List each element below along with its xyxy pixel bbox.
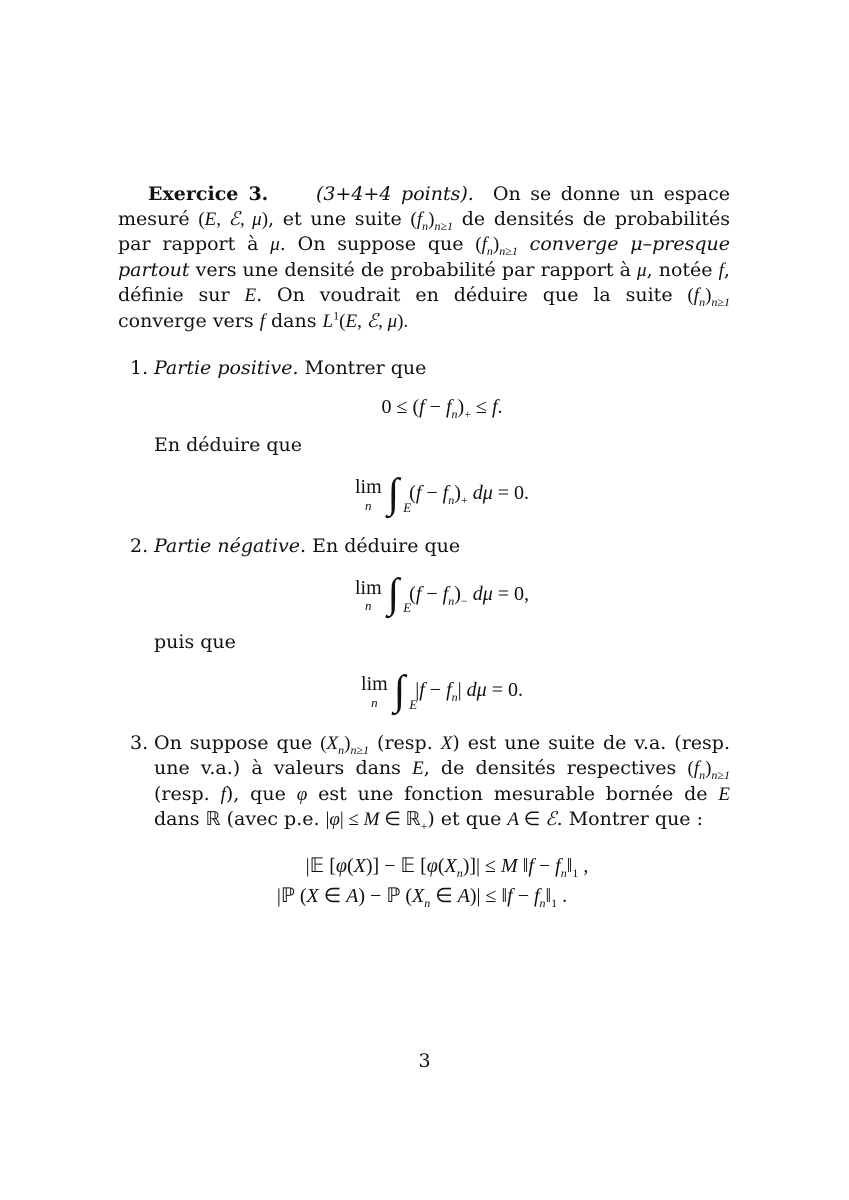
- question-text: (resp.: [154, 782, 210, 805]
- question-2: [118, 534, 730, 713]
- intro-emphasis: converge μ–presque partout: [118, 233, 731, 281]
- question-title: Partie négative.: [154, 534, 307, 557]
- question-text: . Montrer que :: [556, 808, 703, 830]
- question-list: [118, 356, 730, 911]
- intro-text: dans: [271, 309, 317, 332]
- question-text: Montrer que: [304, 357, 427, 379]
- question-text: dans: [154, 808, 200, 830]
- formula-positive-limit: lim n ∫ E $(f - f_n)_+$ dμ = 0.: [354, 470, 530, 517]
- question-text: ) est une suite de v.a. (resp. une v.a.) à valeurs dans: [154, 731, 730, 779]
- formula-probability-ineq: |ℙ (X ∈ A) − ℙ ($X_n$ ∈ A)| ≤ ‖f − $f_n‖_1$ .: [276, 884, 568, 910]
- question-text: On suppose que: [154, 731, 313, 754]
- question-text: En déduire que: [312, 534, 461, 557]
- intro-text: , définie sur: [118, 258, 730, 306]
- intro-text: de densités de probabilités par rapport à: [118, 207, 731, 255]
- question-text: est une fonction mesurable bornée de: [318, 782, 708, 805]
- exercise-heading: Exercice 3.: [148, 183, 269, 205]
- intro-text: , notée: [646, 258, 713, 281]
- page-number: 3: [418, 1050, 431, 1072]
- question-title: Partie positive.: [154, 357, 299, 379]
- intro-text: converge vers: [118, 309, 254, 332]
- formula-positive-bound: $0 \le (f - f_n)_+ \le f$.: [381, 395, 503, 421]
- question-text: ), que: [225, 782, 286, 805]
- intro-text: . On suppose que: [279, 233, 464, 255]
- question-1: [118, 356, 730, 516]
- question-number: 1.: [130, 357, 149, 379]
- exercise-block: [118, 182, 730, 929]
- intro-text: On se donne un espace mesuré: [118, 183, 731, 230]
- question-text: ) et que: [427, 808, 502, 830]
- formula-expectation-ineq: |𝔼 [φ(X)] − 𝔼 $[\varphi(X_n)]| \le M$ ‖f − $f_n‖_1$ ,: [305, 854, 589, 880]
- formula-negative-limit: lim n ∫ E $(f - f_n)_-$ dμ = 0,: [354, 571, 530, 617]
- question-text: (avec p.e.: [226, 808, 320, 830]
- question-text: (resp.: [377, 731, 433, 754]
- question-text: , de densités respectives: [423, 757, 677, 779]
- formula-inequalities: [154, 851, 730, 911]
- exercise-points: (3+4+4 points).: [316, 183, 474, 205]
- question-text: En déduire que: [154, 434, 303, 456]
- intro-text: vers une densité de probabilité par rapport à: [195, 258, 631, 281]
- question-3: 3. On suppose que $(X_n)_{n\ge 1}$ (resp. X) est une suite de v.a. (resp. une v.a.) à valeurs dans E, de densités respectives $(f_n)_{n\ge 1}$ (resp. f), que φ est une fonction mesurable bornée de E dans ℝ (avec p.e. |φ| ≤ M ∈ ℝ$_+$) et que A ∈ ℰ. Montrer que : |𝔼 [φ(X)] − 𝔼 $[\varphi(X_n)]| \le M$ ‖f − $f_n‖_1$ , |ℙ (X ∈ A) − ℙ ($X_n$ ∈ A)| ≤ ‖f − $f_n‖_1$ .: [130, 731, 731, 910]
- question-number: 2.: [130, 534, 149, 557]
- question-text: puis que: [154, 631, 236, 653]
- intro-text: . On voudrait en déduire que la suite: [256, 284, 673, 306]
- exercise-intro: Exercice 3. (3+4+4 points). On se donne un espace mesuré (E, ℰ, μ), et une suite $(f_n)_{n\ge 1}$ de densités de probabilités par rapport à μ. On suppose que $(f_n)_{n\ge 1}$ converge μ–presque partout vers une densité de probabilité par rapport à μ, notée f, définie sur E. On voudrait en déduire que la suite $(f_n)_{n\ge 1}$ converge vers f dans $L^1(E$, ℰ, μ).: [118, 183, 731, 332]
- formula-abs-limit: lim n ∫ E $|f - f_n|$ dμ = 0.: [361, 667, 523, 714]
- question-number: 3.: [130, 731, 149, 754]
- intro-text: , et une suite: [268, 207, 402, 230]
